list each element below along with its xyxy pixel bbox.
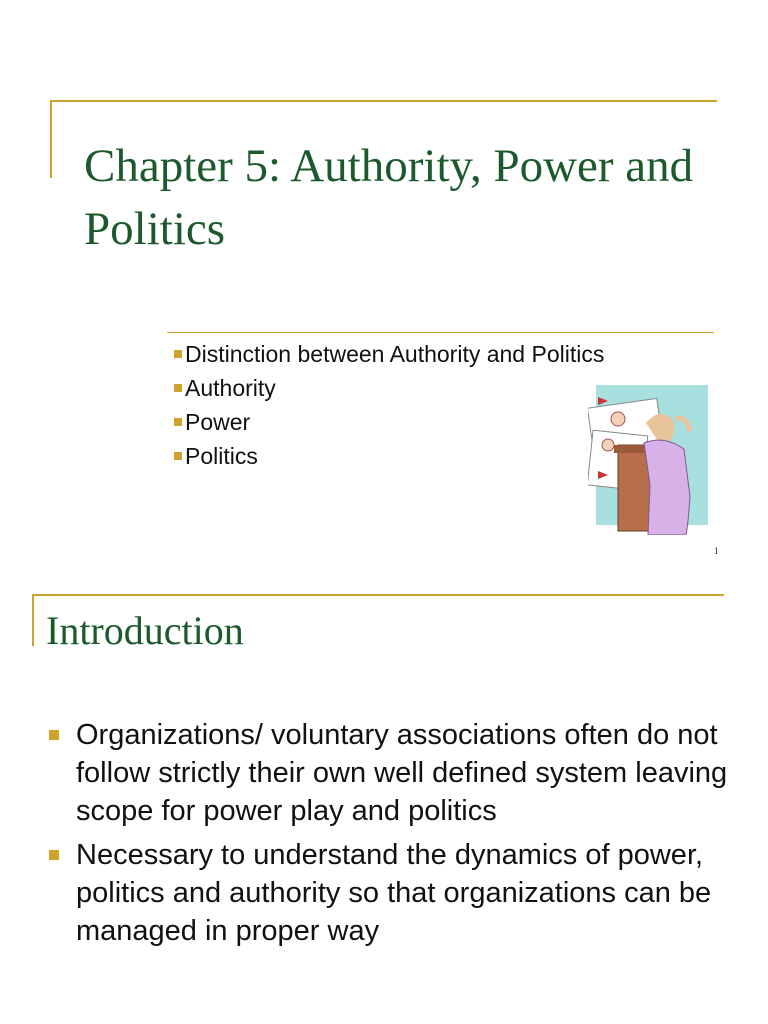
slide2-title: Introduction [46, 608, 244, 653]
slide1-title: Chapter 5: Authority, Power and Politics [84, 140, 694, 255]
bullet-square-icon [174, 384, 182, 392]
bullet-text: Authority [185, 375, 276, 401]
bullet-text: Distinction between Authority and Politics [185, 341, 605, 367]
bullet-text: Organizations/ voluntary associations often do not follow strictly their own well defined system leaving scope for power play and politics [76, 719, 728, 827]
bullet-square-icon [174, 350, 182, 358]
list-item [46, 836, 736, 950]
slide1-separator [167, 332, 714, 333]
list-item [174, 439, 604, 473]
slide2-bullet-list [46, 716, 736, 956]
list-item [174, 337, 604, 371]
bullet-square-icon [174, 452, 182, 460]
bullet-square-icon [49, 850, 59, 860]
slide2-left-rule [32, 594, 34, 646]
slide1-left-rule [50, 100, 52, 178]
list-item [174, 371, 604, 405]
list-item [174, 405, 604, 439]
page-number: 1 [714, 546, 719, 556]
bullet-text: Politics [185, 443, 258, 469]
slide1-bullet-list [174, 337, 604, 473]
slide1-top-rule [50, 100, 717, 102]
bullet-text: Power [185, 409, 251, 435]
bullet-square-icon [49, 730, 59, 740]
bullet-square-icon [174, 418, 182, 426]
list-item [46, 716, 736, 830]
bullet-text: Necessary to understand the dynamics of power, politics and authority so that organizations can be managed in proper way [76, 839, 712, 947]
speaker-at-podium-clipart-icon [588, 383, 708, 535]
slide2-top-rule [32, 594, 724, 596]
